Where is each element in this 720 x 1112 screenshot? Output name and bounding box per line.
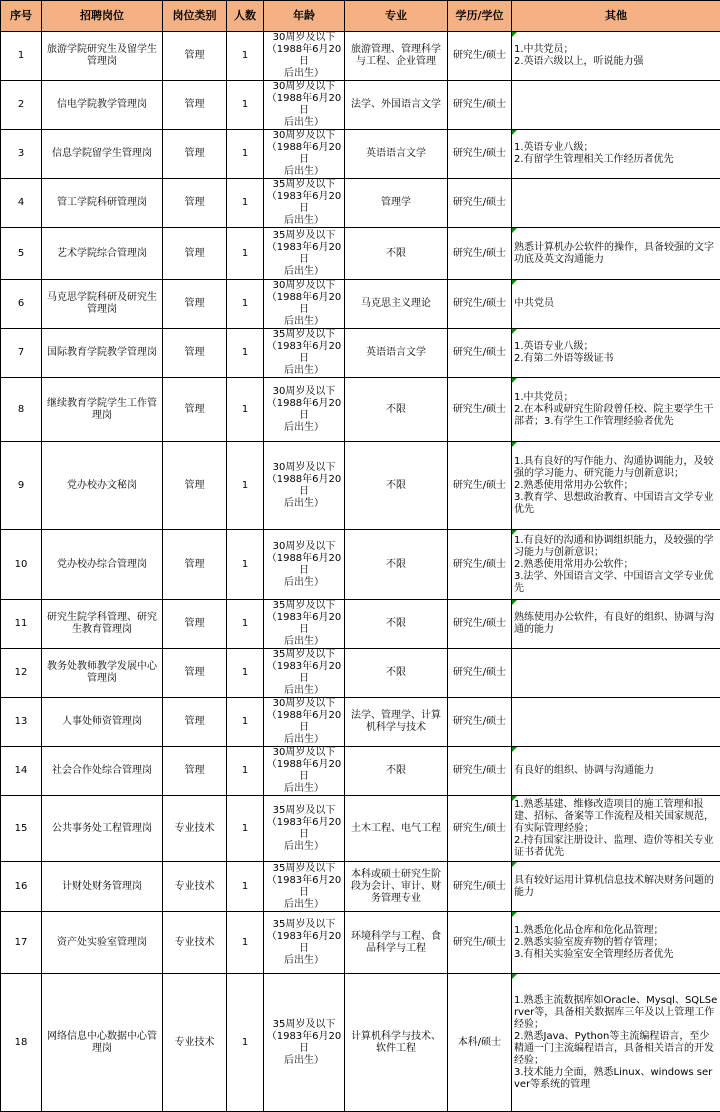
age-line: 30周岁及以下 xyxy=(266,81,342,93)
header-degree: 学历/学位 xyxy=(448,1,512,32)
age-line: 35周岁及以下 xyxy=(266,600,342,612)
cell-no: 14 xyxy=(1,747,42,796)
age-line: 30周岁及以下 xyxy=(266,541,342,553)
comment-marker-icon xyxy=(512,329,517,334)
cell-no: 1 xyxy=(1,32,42,81)
age-line: （1988年6月20日 xyxy=(266,44,342,68)
other-line: 2.熟悉Java、Python等主流编程语言，至少精通一门主流编程语言，具备相关语言的开发经验； xyxy=(514,1031,718,1067)
cell-post: 党办校办综合管理岗 xyxy=(42,530,163,600)
age-line: 35周岁及以下 xyxy=(266,863,342,875)
header-major: 专业 xyxy=(345,1,448,32)
cell-post: 信息学院留学生管理岗 xyxy=(42,130,163,179)
cell-degree: 研究生/硕士 xyxy=(448,912,512,974)
table-row xyxy=(1,747,720,796)
header-category: 岗位类别 xyxy=(163,1,227,32)
cell-degree: 研究生/硕士 xyxy=(448,378,512,442)
age-line: （1983年6月20日 xyxy=(266,875,342,899)
cell-post: 马克思学院科研及研究生管理岗 xyxy=(42,280,163,329)
cell-no: 11 xyxy=(1,600,42,649)
other-line: 中共党员 xyxy=(514,298,718,310)
table-row xyxy=(1,378,720,442)
cell-post: 研究生院学科管理、研究生教育管理岗 xyxy=(42,600,163,649)
age-line: 后出生） xyxy=(266,422,342,434)
cell-count: 1 xyxy=(227,649,264,698)
age-line: （1983年6月20日 xyxy=(266,612,342,636)
age-line: 30周岁及以下 xyxy=(266,130,342,142)
cell-other xyxy=(512,796,720,862)
cell-count: 1 xyxy=(227,130,264,179)
cell-age xyxy=(264,974,345,1112)
other-line: 1.具有良好的写作能力、沟通协调能力，及较强的学习能力、研究能力与创新意识； xyxy=(514,456,718,480)
table-row xyxy=(1,600,720,649)
cell-category: 管理 xyxy=(163,280,227,329)
cell-other xyxy=(512,378,720,442)
cell-no: 13 xyxy=(1,698,42,747)
cell-no: 16 xyxy=(1,862,42,912)
age-line: 后出生） xyxy=(266,841,342,853)
other-line: 具有较好运用计算机信息技术解决财务问题的能力 xyxy=(514,875,718,899)
cell-age xyxy=(264,912,345,974)
age-line: （1988年6月20日 xyxy=(266,398,342,422)
comment-marker-icon xyxy=(512,280,517,285)
cell-major: 环境科学与工程、食品科学与工程 xyxy=(345,912,448,974)
cell-other xyxy=(512,32,720,81)
other-line: 2.有第二外语等级证书 xyxy=(514,353,718,365)
table-row xyxy=(1,228,720,280)
table-row xyxy=(1,32,720,81)
cell-category: 专业技术 xyxy=(163,974,227,1112)
table-row xyxy=(1,862,720,912)
age-line: （1983年6月20日 xyxy=(266,817,342,841)
age-line: （1988年6月20日 xyxy=(266,474,342,498)
age-line: 35周岁及以下 xyxy=(266,1019,342,1031)
age-line: （1983年6月20日 xyxy=(266,341,342,365)
cell-count: 1 xyxy=(227,912,264,974)
cell-post: 国际教育学院教学管理岗 xyxy=(42,329,163,378)
cell-degree: 研究生/硕士 xyxy=(448,228,512,280)
cell-count: 1 xyxy=(227,329,264,378)
other-line: 2.英语六级以上，听说能力强 xyxy=(514,56,718,68)
cell-age xyxy=(264,530,345,600)
age-line: 35周岁及以下 xyxy=(266,329,342,341)
other-line: 1.中共党员； xyxy=(514,44,718,56)
cell-category: 管理 xyxy=(163,442,227,530)
header-count: 人数 xyxy=(227,1,264,32)
table-row xyxy=(1,81,720,130)
table-row xyxy=(1,329,720,378)
cell-count: 1 xyxy=(227,530,264,600)
cell-no: 5 xyxy=(1,228,42,280)
cell-no: 4 xyxy=(1,179,42,228)
cell-count: 1 xyxy=(227,747,264,796)
cell-major: 英语语言文学 xyxy=(345,130,448,179)
cell-category: 管理 xyxy=(163,530,227,600)
table-body xyxy=(1,32,720,1112)
cell-other xyxy=(512,442,720,530)
table-row xyxy=(1,530,720,600)
header-age: 年龄 xyxy=(264,1,345,32)
age-line: 后出生） xyxy=(266,266,342,278)
other-line: 1.中共党员； xyxy=(514,392,718,404)
cell-other xyxy=(512,912,720,974)
age-line: 后出生） xyxy=(266,685,342,697)
cell-no: 12 xyxy=(1,649,42,698)
cell-degree: 研究生/硕士 xyxy=(448,862,512,912)
cell-major: 不限 xyxy=(345,378,448,442)
cell-count: 1 xyxy=(227,698,264,747)
cell-post: 资产处实验室管理岗 xyxy=(42,912,163,974)
cell-major: 不限 xyxy=(345,747,448,796)
cell-count: 1 xyxy=(227,280,264,329)
cell-category: 管理 xyxy=(163,600,227,649)
table-row xyxy=(1,179,720,228)
cell-age xyxy=(264,442,345,530)
cell-major: 不限 xyxy=(345,600,448,649)
other-line: 2.在本科或研究生阶段曾任校、院主要学生干部者；3.有学生工作管理经验者优先 xyxy=(514,404,718,428)
cell-degree: 研究生/硕士 xyxy=(448,442,512,530)
cell-category: 专业技术 xyxy=(163,912,227,974)
age-line: 30周岁及以下 xyxy=(266,386,342,398)
cell-no: 3 xyxy=(1,130,42,179)
cell-age xyxy=(264,81,345,130)
cell-category: 管理 xyxy=(163,747,227,796)
cell-age xyxy=(264,796,345,862)
cell-other xyxy=(512,974,720,1112)
cell-degree: 研究生/硕士 xyxy=(448,747,512,796)
cell-category: 管理 xyxy=(163,228,227,280)
cell-post: 信电学院教学管理岗 xyxy=(42,81,163,130)
comment-marker-icon xyxy=(512,32,517,37)
cell-age xyxy=(264,329,345,378)
cell-age xyxy=(264,280,345,329)
cell-other xyxy=(512,280,720,329)
cell-no: 6 xyxy=(1,280,42,329)
cell-degree: 研究生/硕士 xyxy=(448,280,512,329)
other-line: 3.教育学、思想政治教育、中国语言文学专业优先 xyxy=(514,492,718,516)
cell-degree: 研究生/硕士 xyxy=(448,698,512,747)
table-row xyxy=(1,649,720,698)
cell-count: 1 xyxy=(227,378,264,442)
age-line: 后出生） xyxy=(266,316,342,328)
age-line: 35周岁及以下 xyxy=(266,805,342,817)
cell-degree: 研究生/硕士 xyxy=(448,179,512,228)
age-line: 30周岁及以下 xyxy=(266,698,342,710)
other-line: 1.有良好的沟通和协调组织能力，及较强的学习能力与创新意识； xyxy=(514,535,718,559)
age-line: 35周岁及以下 xyxy=(266,179,342,191)
cell-post: 党办校办文秘岗 xyxy=(42,442,163,530)
cell-age xyxy=(264,130,345,179)
cell-no: 18 xyxy=(1,974,42,1112)
other-line: 1.熟悉基建、维修改造项目的施工管理和报建、招标、备案等工作流程及相关国家规范，有实际管理经验； xyxy=(514,799,718,835)
cell-major: 不限 xyxy=(345,442,448,530)
age-line: 后出生） xyxy=(266,636,342,648)
cell-category: 管理 xyxy=(163,130,227,179)
comment-marker-icon xyxy=(512,796,517,801)
header-post: 招聘岗位 xyxy=(42,1,163,32)
cell-post: 计财处财务管理岗 xyxy=(42,862,163,912)
comment-marker-icon xyxy=(512,530,517,535)
cell-count: 1 xyxy=(227,442,264,530)
cell-post: 艺术学院综合管理岗 xyxy=(42,228,163,280)
age-line: 后出生） xyxy=(266,166,342,178)
cell-major: 不限 xyxy=(345,530,448,600)
age-line: 后出生） xyxy=(266,734,342,746)
age-line: （1983年6月20日 xyxy=(266,661,342,685)
cell-major: 马克思主义理论 xyxy=(345,280,448,329)
cell-degree: 研究生/硕士 xyxy=(448,130,512,179)
other-line: 3.技术能力全面，熟悉Linux、windows server等系统的管理 xyxy=(514,1067,718,1091)
age-line: 后出生） xyxy=(266,365,342,377)
age-line: （1988年6月20日 xyxy=(266,553,342,577)
cell-category: 管理 xyxy=(163,81,227,130)
table-row xyxy=(1,974,720,1112)
age-line: 后出生） xyxy=(266,899,342,911)
age-line: 后出生） xyxy=(266,577,342,589)
age-line: 后出生） xyxy=(266,68,342,80)
cell-degree: 本科/硕士 xyxy=(448,974,512,1112)
other-line: 1.英语专业八级； xyxy=(514,341,718,353)
header-row xyxy=(1,1,720,32)
age-line: （1988年6月20日 xyxy=(266,292,342,316)
comment-marker-icon xyxy=(512,130,517,135)
comment-marker-icon xyxy=(512,912,517,917)
comment-marker-icon xyxy=(512,974,517,979)
cell-post: 人事处师资管理岗 xyxy=(42,698,163,747)
header-no: 序号 xyxy=(1,1,42,32)
cell-count: 1 xyxy=(227,796,264,862)
age-line: 后出生） xyxy=(266,955,342,967)
cell-age xyxy=(264,747,345,796)
cell-major: 管理学 xyxy=(345,179,448,228)
comment-marker-icon xyxy=(512,747,517,752)
cell-post: 社会合作处综合管理岗 xyxy=(42,747,163,796)
age-line: 30周岁及以下 xyxy=(266,280,342,292)
cell-major: 不限 xyxy=(345,649,448,698)
other-line: 1.熟悉主流数据库如Oracle、Mysql、SQLServer等，具备相关数据库三年及以上管理工作经验； xyxy=(514,995,718,1031)
cell-major: 土木工程、电气工程 xyxy=(345,796,448,862)
cell-other xyxy=(512,329,720,378)
age-line: 30周岁及以下 xyxy=(266,747,342,759)
cell-other xyxy=(512,130,720,179)
other-line: 2.有留学生管理相关工作经历者优先 xyxy=(514,154,718,166)
cell-category: 管理 xyxy=(163,698,227,747)
cell-category: 管理 xyxy=(163,329,227,378)
cell-major: 本科或硕士研究生阶段为会计、审计、财务管理专业 xyxy=(345,862,448,912)
cell-no: 7 xyxy=(1,329,42,378)
cell-category: 专业技术 xyxy=(163,862,227,912)
cell-major: 计算机科学与技术、软件工程 xyxy=(345,974,448,1112)
cell-post: 继续教育学院学生工作管理岗 xyxy=(42,378,163,442)
age-line: （1983年6月20日 xyxy=(266,191,342,215)
cell-count: 1 xyxy=(227,228,264,280)
table-row xyxy=(1,698,720,747)
age-line: 35周岁及以下 xyxy=(266,230,342,242)
cell-other xyxy=(512,649,720,698)
age-line: （1988年6月20日 xyxy=(266,93,342,117)
cell-other xyxy=(512,862,720,912)
other-line: 1.英语专业八级； xyxy=(514,142,718,154)
age-line: （1988年6月20日 xyxy=(266,710,342,734)
cell-count: 1 xyxy=(227,600,264,649)
cell-count: 1 xyxy=(227,974,264,1112)
cell-count: 1 xyxy=(227,81,264,130)
cell-other xyxy=(512,747,720,796)
other-line: 3.法学、外国语言文学、中国语言文学专业优先 xyxy=(514,571,718,595)
age-line: （1983年6月20日 xyxy=(266,1031,342,1055)
other-line: 2.熟悉使用常用办公软件； xyxy=(514,559,718,571)
cell-category: 管理 xyxy=(163,32,227,81)
cell-post: 旅游学院研究生及留学生管理岗 xyxy=(42,32,163,81)
cell-age xyxy=(264,698,345,747)
other-line: 3.有相关实验室安全管理经历者优先 xyxy=(514,949,718,961)
cell-major: 旅游管理、管理科学与工程、企业管理 xyxy=(345,32,448,81)
cell-other xyxy=(512,228,720,280)
cell-count: 1 xyxy=(227,862,264,912)
header-other: 其他 xyxy=(512,1,720,32)
cell-degree: 研究生/硕士 xyxy=(448,530,512,600)
other-line: 2.熟悉实验室废弃物的暂存管理； xyxy=(514,937,718,949)
age-line: 后出生） xyxy=(266,215,342,227)
cell-age xyxy=(264,228,345,280)
table-row xyxy=(1,796,720,862)
cell-other xyxy=(512,530,720,600)
cell-age xyxy=(264,649,345,698)
cell-degree: 研究生/硕士 xyxy=(448,32,512,81)
other-line: 有良好的组织、协调与沟通能力 xyxy=(514,765,718,777)
table-row xyxy=(1,442,720,530)
cell-major: 法学、外国语言文学 xyxy=(345,81,448,130)
cell-category: 专业技术 xyxy=(163,796,227,862)
cell-no: 17 xyxy=(1,912,42,974)
age-line: 后出生） xyxy=(266,1055,342,1067)
age-line: （1988年6月20日 xyxy=(266,142,342,166)
comment-marker-icon xyxy=(512,228,517,233)
cell-post: 公共事务处工程管理岗 xyxy=(42,796,163,862)
cell-age xyxy=(264,378,345,442)
cell-degree: 研究生/硕士 xyxy=(448,600,512,649)
cell-age xyxy=(264,600,345,649)
age-line: 30周岁及以下 xyxy=(266,462,342,474)
cell-degree: 研究生/硕士 xyxy=(448,81,512,130)
cell-post: 管工学院科研管理岗 xyxy=(42,179,163,228)
cell-degree: 研究生/硕士 xyxy=(448,796,512,862)
cell-other xyxy=(512,698,720,747)
age-line: 35周岁及以下 xyxy=(266,649,342,661)
age-line: 后出生） xyxy=(266,783,342,795)
cell-count: 1 xyxy=(227,32,264,81)
cell-count: 1 xyxy=(227,179,264,228)
age-line: 后出生） xyxy=(266,117,342,129)
table-row xyxy=(1,280,720,329)
age-line: （1988年6月20日 xyxy=(266,759,342,783)
cell-no: 10 xyxy=(1,530,42,600)
comment-marker-icon xyxy=(512,862,517,867)
comment-marker-icon xyxy=(512,600,517,605)
cell-no: 15 xyxy=(1,796,42,862)
cell-post: 教务处教师教学发展中心管理岗 xyxy=(42,649,163,698)
cell-category: 管理 xyxy=(163,378,227,442)
age-line: 35周岁及以下 xyxy=(266,919,342,931)
comment-marker-icon xyxy=(512,378,517,383)
other-line: 2.持有国家注册设计、监理、造价等相关专业证书者优先 xyxy=(514,835,718,859)
cell-no: 8 xyxy=(1,378,42,442)
cell-no: 2 xyxy=(1,81,42,130)
cell-category: 管理 xyxy=(163,649,227,698)
other-line: 熟悉计算机办公软件的操作，具备较强的文字功底及英文沟通能力 xyxy=(514,242,718,266)
cell-degree: 研究生/硕士 xyxy=(448,329,512,378)
cell-major: 不限 xyxy=(345,228,448,280)
other-line: 熟练使用办公软件，有良好的组织、协调与沟通的能力 xyxy=(514,612,718,636)
cell-other xyxy=(512,600,720,649)
cell-degree: 研究生/硕士 xyxy=(448,649,512,698)
cell-major: 法学、管理学、计算机科学与技术 xyxy=(345,698,448,747)
cell-no: 9 xyxy=(1,442,42,530)
other-line: 2.熟悉使用常用办公软件； xyxy=(514,480,718,492)
cell-other xyxy=(512,179,720,228)
age-line: （1983年6月20日 xyxy=(266,242,342,266)
cell-other xyxy=(512,81,720,130)
cell-age xyxy=(264,862,345,912)
cell-age xyxy=(264,32,345,81)
table-row xyxy=(1,912,720,974)
age-line: 30周岁及以下 xyxy=(266,32,342,44)
comment-marker-icon xyxy=(512,442,517,447)
cell-post: 网络信息中心数据中心管理岗 xyxy=(42,974,163,1112)
cell-category: 管理 xyxy=(163,179,227,228)
table-row xyxy=(1,130,720,179)
age-line: （1983年6月20日 xyxy=(266,931,342,955)
other-line: 1.熟悉危化品仓库和危化品管理； xyxy=(514,925,718,937)
cell-age xyxy=(264,179,345,228)
age-line: 后出生） xyxy=(266,498,342,510)
cell-major: 英语语言文学 xyxy=(345,329,448,378)
